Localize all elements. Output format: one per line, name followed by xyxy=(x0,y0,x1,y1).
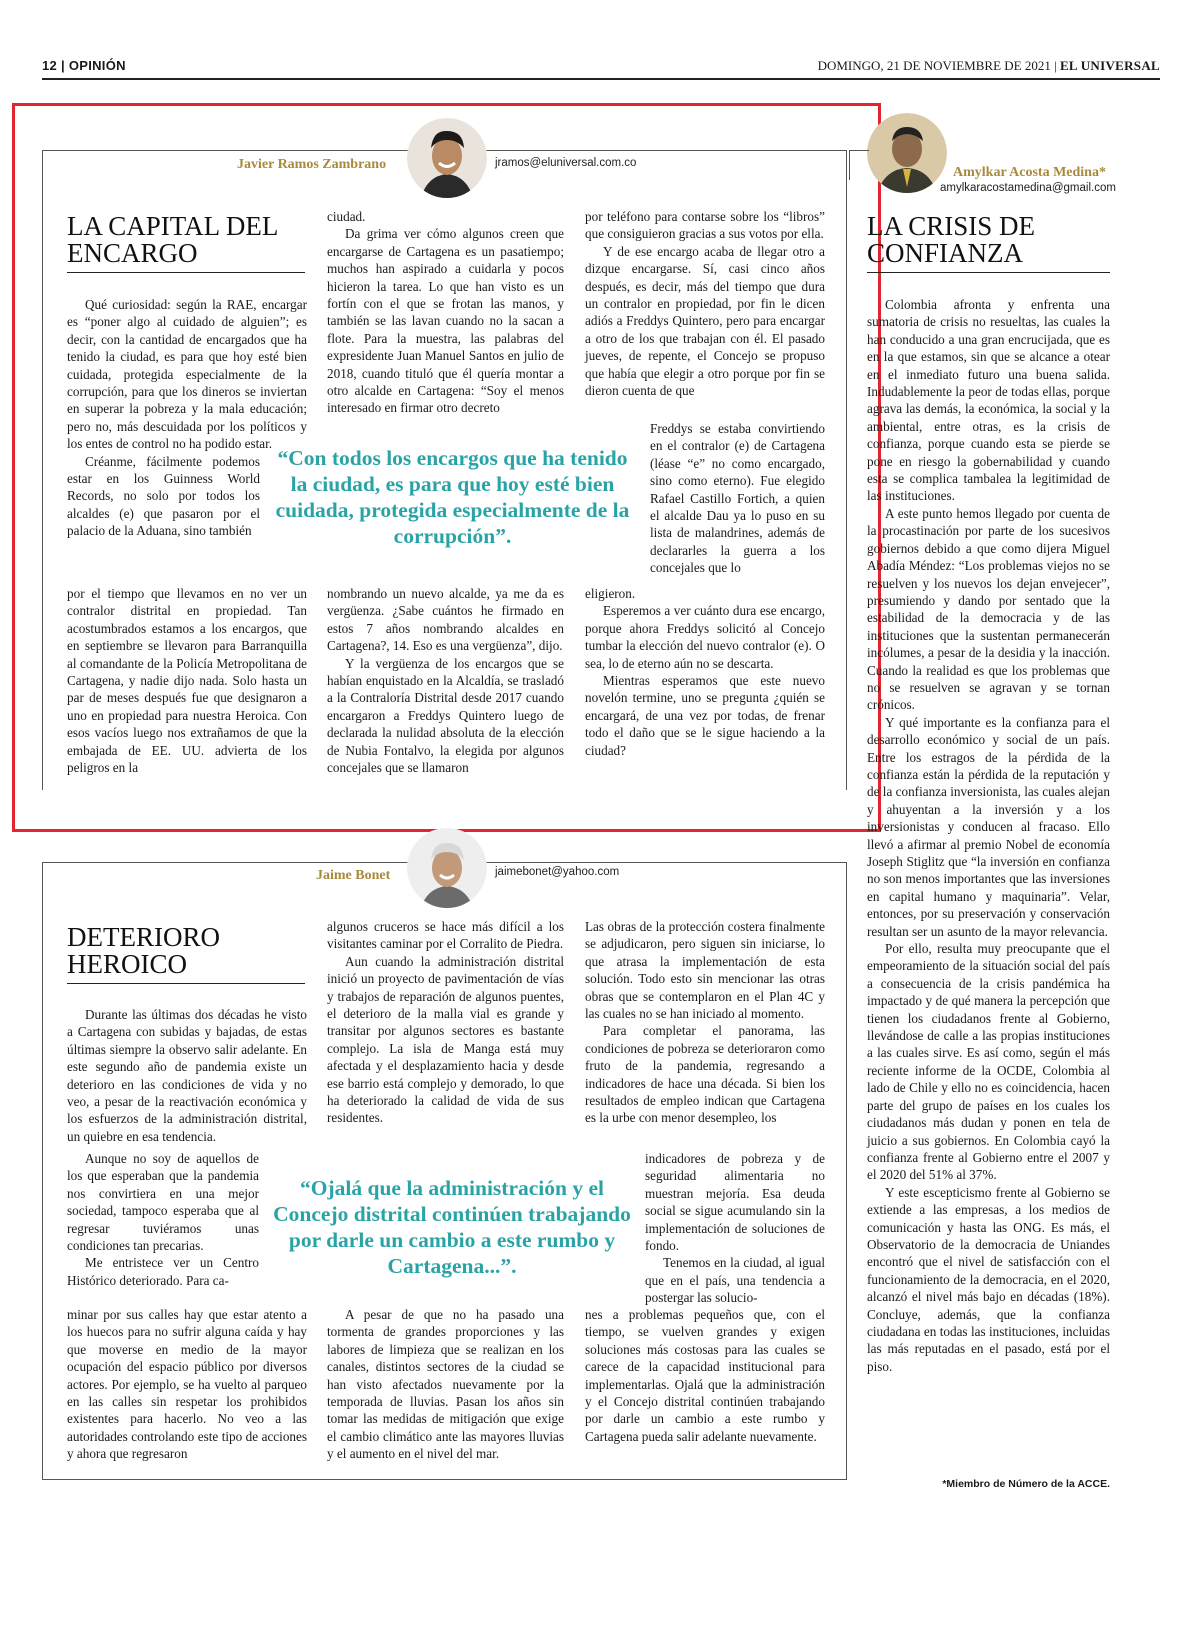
paragraph: Créanme, fácilmente podemos estar en los Guinness World Records, no solo por todos los alcaldes (e) que pasaron por el palacio de la Aduana, sino también xyxy=(67,453,260,539)
paragraph: nombrando un nuevo alcalde, ya me da es vergüenza. ¿Sabe cuántos he firmado en estos 7 años nombrando alcaldes en Cartagena?, 14. Eso es una vergüenza”, dijo. xyxy=(327,586,564,654)
article2-col2-bottom xyxy=(327,1306,564,1463)
paragraph: Mientras esperamos que este nuevo novelón termine, uno se pregunta ¿quién se encargará, de una vez por todas, de frenar todo el daño que se le sigue haciendo a la ciudad? xyxy=(585,673,825,758)
title-underbar xyxy=(67,983,305,984)
article2-col3-top xyxy=(585,918,825,1127)
paragraph: Esperemos a ver cuánto dura ese encargo, porque ahora Freddys solicitó al Concejo tumbar la elección del nuevo contralor (e). O sea, lo de eterno aún no se descarta. xyxy=(585,603,825,671)
article1-col1-bottom xyxy=(67,585,307,776)
paragraph: por teléfono para contarse sobre los “libros” que consiguieron gracias a sus votos por ella. xyxy=(585,209,825,242)
paragraph: Y de ese encargo acaba de llegar otro a dizque encargarse. Sí, casi cinco años después, es decir, más del tiempo que dura un contralor en propiedad, por fin le dicen adiós a Freddys Quintero, pero para encargar a otro de los que trabajan con él. El pasado jueves, de repente, el Concejo se propuso que había que elegir a otro porque por fin se dieron cuenta de que xyxy=(585,243,825,399)
article2-col1-bottom xyxy=(67,1306,307,1463)
newspaper-name: EL UNIVERSAL xyxy=(1059,58,1160,73)
paragraph: Las obras de la protección costera finalmente se adjudicaron, pero siguen sin iniciarse, lo que atrasa la implementación de esta solución. Todo esto sin mencionar las otras obras que se contemplaron en el Plan 4C y las cuales no se han iniciado al momento. xyxy=(585,919,825,1022)
paragraph: Tenemos en la ciudad, al igual que en el país, una tendencia a postergar las solucio- xyxy=(645,1255,825,1306)
paragraph: eligieron. xyxy=(585,586,636,601)
article-title xyxy=(67,924,220,978)
paragraph: ciudad. xyxy=(327,209,366,224)
page-section-label: 12 | OPINIÓN xyxy=(42,58,126,73)
article1-col3-bottom xyxy=(585,585,825,759)
article1-col3-top xyxy=(585,208,825,399)
paragraph: Aun cuando la administración distrital inició un proyecto de pavimentación de vías y trabajos de reparación de algunos puentes, el deterioro de la malla vial es grande y transitar por algunos sectores es bastante complejo. La isla de Manga está muy afectada y el desplazamiento hacia y desde ese barrio está complejo y demorado, lo que ha deteriorado la calidad de vida de sus residentes. xyxy=(327,953,564,1126)
paragraph: Y qué importante es la confianza para el desarrollo económico y social de un país. Entre los estragos de la pérdida de la confianza están la pérdida de la reputación y de la confianza inversionista, las cuales alejan y ahuyentan a la inversión y a los inversionistas y conducen al fracaso. Ello llevó a afirmar al premio Nobel de economía Joseph Stiglitz que “la inversión en confianza no son menos importantes que las inversiones en capital humano y maquinaria”. Velar, entonces, por su preservación y conservación resultan ser un asunto de la mayor relevancia. xyxy=(867,714,1110,939)
paragraph: indicadores de pobreza y de seguridad alimentaria no muestran mejoría. Esa deuda social se sigue acumulando sin la implementación de soluciones de fondo. xyxy=(645,1151,825,1254)
paragraph: Y este escepticismo frente al Gobierno se extiende a las empresas, a los medios de comunicación y hasta las ONG. Es más, el Observatorio de la democracia de Uniandes encontró que el nivel de satisfacción con el funcionamiento de la democracia, en el 2020, alcanzó el nivel más bajo en décadas (18%). Concluye, además, que la confianza ciudadana en todas las instituciones, incluidas las más reputadas en el pasado, está por el piso. xyxy=(867,1184,1110,1374)
article3-top-rule xyxy=(849,150,869,151)
paragraph: Y la vergüenza de los encargos que se habían enquistado en la Alcaldía, se trasladó a la Contraloría Distrital desde 2017 cuando encargaron a Freddys Quintero luego de declarada la nulidad absoluta de la elección de Nubia Fontalvo, la elegida por algunos concejales que se llamaron xyxy=(327,655,564,776)
paragraph: Para completar el panorama, las condiciones de pobreza se deterioraron como fruto de la pandemia, regresando a indicadores de hace una década. Si bien los resultados de empleo indican que Cartagena es la urbe con menor desempleo, los xyxy=(585,1023,825,1126)
title-underbar xyxy=(867,272,1110,273)
article2-col1-top xyxy=(67,1006,307,1145)
title-line-1: LA CAPITAL DEL xyxy=(67,211,279,241)
article2-col2-top xyxy=(327,918,564,1127)
author-name: Jaime Bonet xyxy=(316,868,391,883)
title-line-2: CONFIANZA xyxy=(867,238,1024,268)
article1-col2-top xyxy=(327,208,564,417)
paragraph: A este punto hemos llegado por cuenta de la procastinación por parte de los sucesivos gobiernos debido a que como dijera Miguel Abadía Méndez: “Los problemas viejos no se resuelven y los nuevos los dejan envejecer”, presumiendo y dando por sentado que la estabilidad de la democracia y de las instituciones que la sustentan permanecerán incólumes, a pesar de la desidia y la inacción. Cuando la realidad es que los problemas que no se resuelven se agravan y se tornan crónicos. xyxy=(867,505,1110,713)
title-line-2: HEROICO xyxy=(67,949,187,979)
paragraph: Aunque no soy de aquellos de los que esperaban que la pandemia nos convirtiera en una mejor sociedad, tampoco esperaba que al regresar tuviéramos unas condiciones tan precarias. xyxy=(67,1151,259,1254)
author-name: Amylkar Acosta Medina* xyxy=(953,165,1106,180)
pull-quote: “Con todos los encargos que ha tenido la ciudad, es para que hoy esté bien cuidada, protegida especialmente de la corrupción”. xyxy=(275,446,630,548)
paragraph: Colombia afronta y enfrenta una sumatoria de crisis no resueltas, las cuales la han conducido a una gran encrucijada, que es en la que estamos, sin que se alcance a otear en el inmediato futuro una buena salida. Indudablemente la peor de todas ellas, porque agrava las demás, la económica, la social y la ambiental, entre otras, es la crisis de confianza, porque cuando esta se pierde se pone en riesgo la gobernabilidad y cuando esta se complica tambalea la legitimidad de las instituciones. xyxy=(867,297,1110,504)
article3-body xyxy=(867,296,1110,1375)
article3-side-rule xyxy=(849,150,850,180)
paragraph: por el tiempo que llevamos en no ver un contralor distrital en propiedad. Tan acostumbrados estamos a los encargos, que en septiembre se llevaron para Barranquilla al comandante de la Policía Metropolitana de Cartagena, y nadie dijo nada. Solo hasta un par de meses después fue que designaron a uno en propiedad para nuestra Heroica. Con esos vacíos luego nos extrañamos de que la embajada de EE. UU. advierta de los peligros en la xyxy=(67,586,307,776)
article1-col3-mid xyxy=(650,420,825,577)
author-photo-icon xyxy=(407,118,487,198)
author-footnote: *Miembro de Número de la ACCE. xyxy=(942,1478,1110,1490)
paragraph: Freddys se estaba convirtiendo en el contralor (e) de Cartagena (léase “e” no como encargado, sino como eterno). Fue elegido Rafael Castillo Fortich, a quien el alcalde Dau ya lo puso en su lista de malandrines, además de declararles la guerra a los concejales que lo xyxy=(650,421,825,576)
title-line-1: DETERIORO xyxy=(67,922,220,952)
author-email: jaimebonet@yahoo.com xyxy=(495,866,620,878)
paragraph: Qué curiosidad: según la RAE, encargar es “poner algo al cuidado de alguien”; es decir, con la cantidad de encargados que ha tenido la ciudad, es para que hoy esté bien cuidada, protegida especialmente de la corrupción, para que los dineros se inviertan en superar la pobreza y la mala educación; pero no, más descuidada por los políticos y los entes de control no ha podido estar. xyxy=(67,297,307,452)
article-title xyxy=(67,213,278,267)
paragraph: minar por sus calles hay que estar atento a los huecos para no sufrir alguna caída y hay que moverse en medio de la mayor ocupación del espacio público por diversos actores. Por ejemplo, se ha vuelto al parqueo en las calles sin respetar los prohibidos existentes para hacerlo. No veo a las autoridades controlando este tipo de acciones y ahora que regresaron xyxy=(67,1307,307,1462)
author-email: jramos@eluniversal.com.co xyxy=(495,157,637,169)
header-rule xyxy=(42,78,1160,80)
author-name: Javier Ramos Zambrano xyxy=(237,157,387,172)
paragraph: Por ello, resulta muy preocupante que el empeoramiento de la situación social del país a consecuencia de la crisis pandémica ha impactado y de qué manera la percepción que tienen los ciudadanos frente al Gobierno, llevándose de calle a las propias instituciones a las cuales sirve. Es así como, según el más reciente informe de la OCDE, Colombia al lado de Chile y ello no es coincidencia, hacen parte del grupo de países en los cuales los ciudadanos más dudan y ponen en tela de juicio a sus gobiernos. En Colombia cayó la confianza frente al Gobierno entre el 2007 y el 2020 del 51% al 37%. xyxy=(867,941,1110,1183)
author-photo-icon xyxy=(867,113,947,193)
article2-col1-mid xyxy=(67,1150,259,1289)
paragraph: A pesar de que no ha pasado una tormenta de grandes proporciones y las labores de limpieza que se realizan en los canales, distintos sectores de la ciudad se han visto afectados nuevamente por la temporada de lluvias. Pasan los años sin tomar las medidas de mitigación que exige el cambio climático ante las mayores lluvias y el aumento en el nivel del mar. xyxy=(327,1307,564,1462)
paragraph: Me entristece ver un Centro Histórico deteriorado. Para ca- xyxy=(67,1255,259,1288)
date-line xyxy=(818,58,1160,74)
paragraph: Da grima ver cómo algunos creen que encargarse de Cartagena es un pasatiempo; muchos han aspirado a cuidarla y pocos hicieron la tarea. Lo que han visto es un fortín con el que se frotan las manos, y también se las lavan cuando no la sacan a flote. Para la muestra, las palabras del expresidente Juan Manuel Santos en julio de 2018, cuando tituló que él quería montar a otro alcalde en Cartagena: “Soy el menos interesado en firmar otro decreto xyxy=(327,226,564,416)
paragraph: Durante las últimas dos décadas he visto a Cartagena con subidas y bajadas, de estas últimas siempre la observo salir adelante. En este segundo año de pandemia existe un deterioro en las condiciones de vida y no veo, a pesar de la reactivación económica y los esfuerzos de la administración distrital, un quiebre en esa tendencia. xyxy=(67,1007,307,1144)
article-title xyxy=(867,213,1035,267)
article2-col3-mid xyxy=(645,1150,825,1307)
article2-col3-bottom xyxy=(585,1306,825,1445)
title-underbar xyxy=(67,272,305,273)
date-text: DOMINGO, 21 DE NOVIEMBRE DE 2021 | xyxy=(817,58,1057,73)
article1-col2-bottom xyxy=(327,585,564,776)
pull-quote: “Ojalá que la administración y el Concejo distrital continúen trabajando por darle un cambio a este rumbo y Cartagena...”. xyxy=(273,1176,631,1278)
title-line-2: ENCARGO xyxy=(67,238,198,268)
paragraph: algunos cruceros se hace más difícil a los visitantes caminar por el Corralito de Piedra. xyxy=(327,919,564,952)
paragraph: nes a problemas pequeños que, con el tiempo, se vuelven grandes y exigen soluciones más costosas para las cuales se carece de la capacidad institucional para implementarlas. Ojalá que la administración y el Concejo distrital continúen trabajando por darle un cambio a este rumbo y Cartagena pueda salir adelante nuevamente. xyxy=(585,1307,825,1444)
author-email: amylkaracostamedina@gmail.com xyxy=(940,182,1116,194)
title-line-1: LA CRISIS DE xyxy=(867,211,1036,241)
author-photo-icon xyxy=(407,828,487,908)
